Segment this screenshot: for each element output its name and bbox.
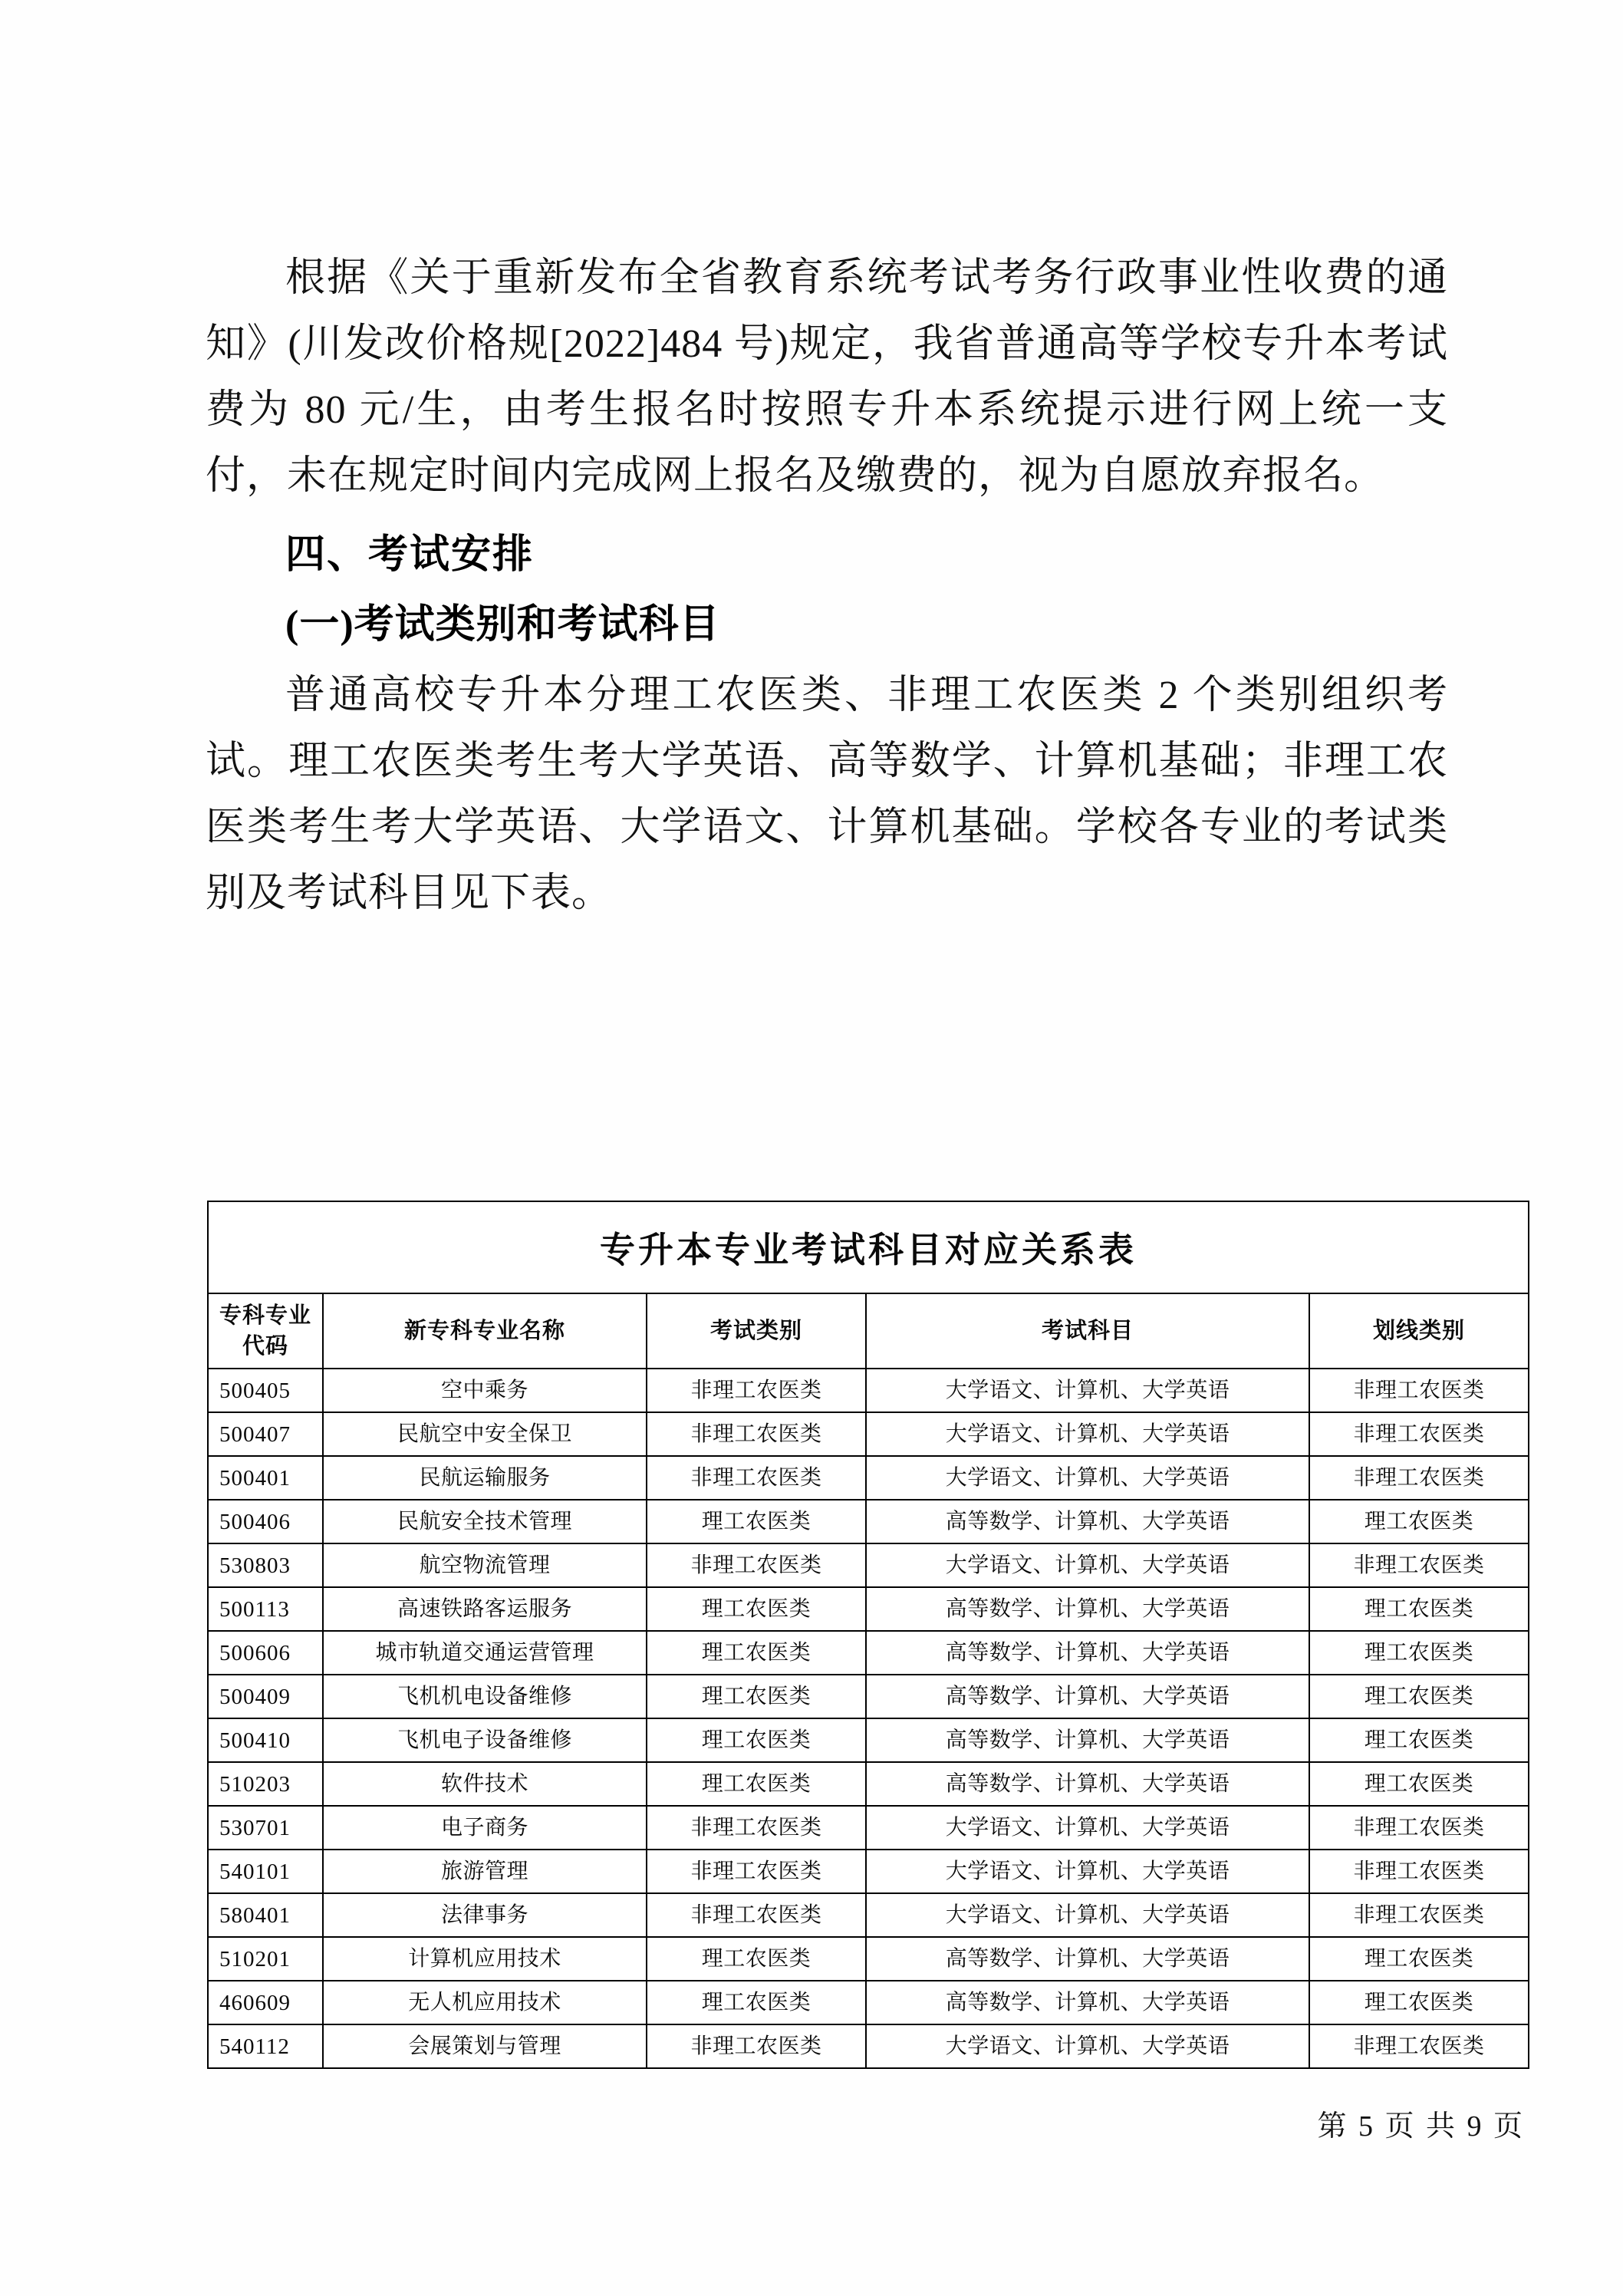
table-row [208, 1369, 1529, 1412]
cell-major-code: 530701 [208, 1806, 323, 1850]
cell-major-name: 民航运输服务 [323, 1456, 647, 1500]
cell-score-line-type: 理工农医类 [1309, 1631, 1529, 1675]
cell-exam-subjects: 大学语文、计算机、大学英语 [866, 1893, 1309, 1937]
table-row [208, 1981, 1529, 2024]
cell-score-line-type: 非理工农医类 [1309, 1543, 1529, 1587]
table-header-row [208, 1293, 1529, 1369]
cell-major-name: 空中乘务 [323, 1369, 647, 1412]
cell-exam-type: 非理工农医类 [647, 1369, 866, 1412]
cell-score-line-type: 非理工农医类 [1309, 2024, 1529, 2068]
cell-score-line-type: 非理工农医类 [1309, 1850, 1529, 1893]
table-row [208, 1456, 1529, 1500]
table-title-row [208, 1201, 1529, 1293]
cell-major-name: 高速铁路客运服务 [323, 1587, 647, 1631]
cell-exam-type: 非理工农医类 [647, 1543, 866, 1587]
cell-major-code: 500606 [208, 1631, 323, 1675]
column-header-code: 专科专业代码 [208, 1293, 323, 1369]
cell-exam-subjects: 高等数学、计算机、大学英语 [866, 1631, 1309, 1675]
cell-score-line-type: 理工农医类 [1309, 1718, 1529, 1762]
cell-major-code: 500113 [208, 1587, 323, 1631]
cell-major-name: 软件技术 [323, 1762, 647, 1806]
cell-major-code: 500410 [208, 1718, 323, 1762]
cell-exam-subjects: 高等数学、计算机、大学英语 [866, 1981, 1309, 2024]
cell-score-line-type: 理工农医类 [1309, 1981, 1529, 2024]
paragraph-fee-notice: 根据《关于重新发布全省教育系统考试考务行政事业性收费的通知》(川发改价格规[2022]484 号)规定，我省普通高等学校专升本考试费为 80 元/生，由考生报名时按照专升本系统提示进行网上统一支付，未在规定时间内完成网上报名及缴费的，视为自愿放弃报名。 [206, 256, 1448, 498]
cell-major-name: 计算机应用技术 [323, 1937, 647, 1981]
cell-exam-type: 理工农医类 [647, 1937, 866, 1981]
cell-exam-subjects: 高等数学、计算机、大学英语 [866, 1675, 1309, 1718]
cell-exam-subjects: 大学语文、计算机、大学英语 [866, 1412, 1309, 1456]
cell-score-line-type: 理工农医类 [1309, 1937, 1529, 1981]
cell-score-line-type: 非理工农医类 [1309, 1412, 1529, 1456]
table-row [208, 1543, 1529, 1587]
cell-exam-subjects: 高等数学、计算机、大学英语 [866, 1587, 1309, 1631]
cell-exam-type: 非理工农医类 [647, 1850, 866, 1893]
subject-table-container [207, 1201, 1528, 2069]
cell-score-line-type: 理工农医类 [1309, 1587, 1529, 1631]
cell-major-name: 城市轨道交通运营管理 [323, 1631, 647, 1675]
table-row [208, 2024, 1529, 2068]
column-header-name: 新专科专业名称 [323, 1293, 647, 1369]
cell-major-code: 500401 [208, 1456, 323, 1500]
cell-score-line-type: 非理工农医类 [1309, 1806, 1529, 1850]
table-body [208, 1369, 1529, 2068]
cell-major-code: 540112 [208, 2024, 323, 2068]
cell-major-code: 500409 [208, 1675, 323, 1718]
cell-exam-subjects: 大学语文、计算机、大学英语 [866, 1806, 1309, 1850]
heading-exam-arrangement: 四、考试安排 [285, 532, 535, 577]
cell-major-name: 无人机应用技术 [323, 1981, 647, 2024]
cell-exam-type: 非理工农医类 [647, 2024, 866, 2068]
table-row [208, 1587, 1529, 1631]
column-header-line: 划线类别 [1309, 1293, 1529, 1369]
cell-major-code: 580401 [208, 1893, 323, 1937]
cell-exam-type: 理工农医类 [647, 1500, 866, 1543]
table-row [208, 1806, 1529, 1850]
cell-exam-subjects: 大学语文、计算机、大学英语 [866, 1850, 1309, 1893]
cell-exam-type: 理工农医类 [647, 1981, 866, 2024]
cell-exam-subjects: 高等数学、计算机、大学英语 [866, 1762, 1309, 1806]
cell-exam-type: 理工农医类 [647, 1587, 866, 1631]
table-row [208, 1631, 1529, 1675]
cell-major-name: 旅游管理 [323, 1850, 647, 1893]
cell-score-line-type: 非理工农医类 [1309, 1369, 1529, 1412]
cell-exam-type: 理工农医类 [647, 1675, 866, 1718]
cell-exam-subjects: 高等数学、计算机、大学英语 [866, 1937, 1309, 1981]
cell-exam-subjects: 大学语文、计算机、大学英语 [866, 2024, 1309, 2068]
table-row [208, 1412, 1529, 1456]
cell-exam-type: 非理工农医类 [647, 1412, 866, 1456]
cell-major-name: 航空物流管理 [323, 1543, 647, 1587]
table-row [208, 1850, 1529, 1893]
cell-major-name: 民航空中安全保卫 [323, 1412, 647, 1456]
subheading-exam-category-subjects: (一)考试类别和考试科目 [285, 603, 720, 647]
subject-correspondence-table [207, 1201, 1529, 2069]
table-row [208, 1762, 1529, 1806]
cell-major-code: 500405 [208, 1369, 323, 1412]
cell-score-line-type: 理工农医类 [1309, 1762, 1529, 1806]
cell-exam-subjects: 高等数学、计算机、大学英语 [866, 1718, 1309, 1762]
table-row [208, 1937, 1529, 1981]
cell-score-line-type: 非理工农医类 [1309, 1893, 1529, 1937]
cell-major-code: 510201 [208, 1937, 323, 1981]
page-footer: 第 5 页 共 9 页 [1317, 2110, 1525, 2143]
cell-exam-subjects: 大学语文、计算机、大学英语 [866, 1543, 1309, 1587]
paragraph-exam-categories: 普通高校专升本分理工农医类、非理工农医类 2 个类别组织考试。理工农医类考生考大学英语、高等数学、计算机基础；非理工农医类考生考大学英语、大学语文、计算机基础。学校各专业的考试类别及考试科目见下表。 [206, 674, 1448, 915]
cell-major-code: 500407 [208, 1412, 323, 1456]
cell-exam-subjects: 高等数学、计算机、大学英语 [866, 1500, 1309, 1543]
table-row [208, 1893, 1529, 1937]
cell-major-code: 530803 [208, 1543, 323, 1587]
table-row [208, 1500, 1529, 1543]
cell-major-code: 540101 [208, 1850, 323, 1893]
cell-exam-subjects: 大学语文、计算机、大学英语 [866, 1456, 1309, 1500]
cell-major-code: 500406 [208, 1500, 323, 1543]
cell-exam-subjects: 大学语文、计算机、大学英语 [866, 1369, 1309, 1412]
table-row [208, 1675, 1529, 1718]
cell-score-line-type: 理工农医类 [1309, 1500, 1529, 1543]
column-header-subjects: 考试科目 [866, 1293, 1309, 1369]
cell-major-name: 会展策划与管理 [323, 2024, 647, 2068]
cell-exam-type: 理工农医类 [647, 1762, 866, 1806]
cell-exam-type: 理工农医类 [647, 1631, 866, 1675]
cell-major-name: 法律事务 [323, 1893, 647, 1937]
cell-score-line-type: 非理工农医类 [1309, 1456, 1529, 1500]
cell-major-name: 民航安全技术管理 [323, 1500, 647, 1543]
cell-score-line-type: 理工农医类 [1309, 1675, 1529, 1718]
cell-exam-type: 非理工农医类 [647, 1806, 866, 1850]
cell-major-name: 电子商务 [323, 1806, 647, 1850]
cell-major-name: 飞机电子设备维修 [323, 1718, 647, 1762]
document-body [206, 245, 1448, 931]
cell-exam-type: 理工农医类 [647, 1718, 866, 1762]
cell-exam-type: 非理工农医类 [647, 1456, 866, 1500]
cell-major-name: 飞机机电设备维修 [323, 1675, 647, 1718]
column-header-type: 考试类别 [647, 1293, 866, 1369]
table-row [208, 1718, 1529, 1762]
cell-exam-type: 非理工农医类 [647, 1893, 866, 1937]
table-title: 专升本专业考试科目对应关系表 [208, 1201, 1529, 1293]
cell-major-code: 460609 [208, 1981, 323, 2024]
cell-major-code: 510203 [208, 1762, 323, 1806]
